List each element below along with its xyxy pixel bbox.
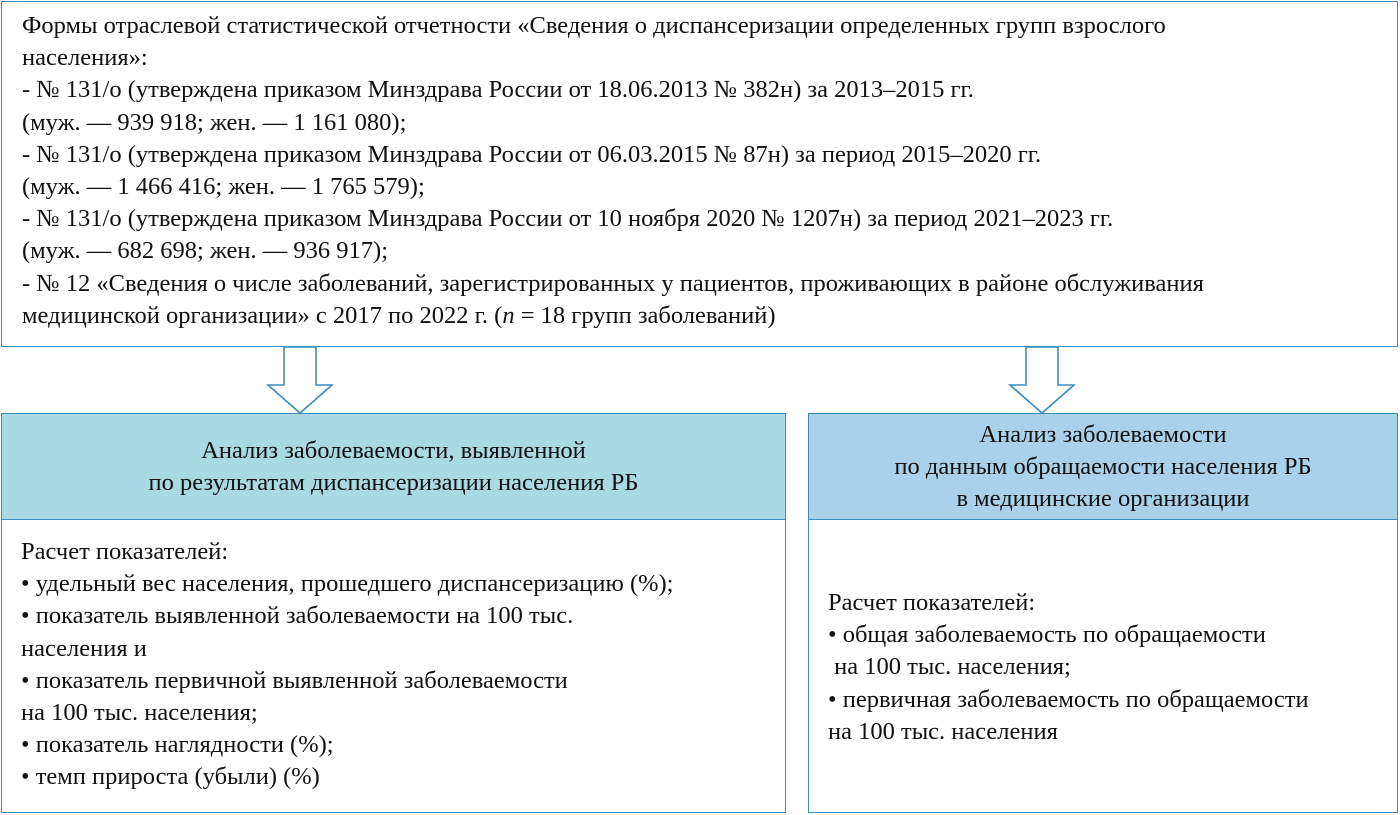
indicator-line: • общая заболеваемость по обращаемости — [828, 621, 1266, 649]
heading-line: Анализ заболеваемости — [979, 420, 1227, 448]
sources-line: населения»: — [22, 44, 148, 72]
indicator-line: • удельный вес населения, прошедшего диспансеризацию (%); — [21, 570, 674, 598]
indicator-line: • первичная заболеваемость по обращаемости — [828, 685, 1309, 713]
indicator-line: • показатель наглядности (%); — [21, 731, 334, 759]
sources-line-text: = 18 групп заболеваний) — [514, 301, 776, 329]
heading-line: по данным обращаемости населения РБ — [894, 452, 1312, 480]
indicator-line: Расчет показателей: — [828, 589, 1036, 616]
dispensary-analysis-heading — [1, 413, 786, 520]
indicator-line: • показатель первичной выявленной заболеваемости — [21, 666, 568, 694]
sources-line: - № 131/о (утверждена приказом Минздрава России от 18.06.2013 № 382н) за 2013–2015 гг. — [22, 76, 974, 104]
indicator-line: • показатель выявленной заболеваемости на 100 тыс. — [21, 602, 574, 630]
sources-line: (муж. — 682 698; жен. — 936 917); — [22, 237, 389, 265]
down-arrow-icon — [264, 347, 336, 415]
sources-line: (муж. — 1 466 416; жен. — 1 765 579); — [22, 173, 425, 201]
indicator-line: Расчет показателей: — [21, 538, 229, 565]
down-arrow-icon — [1006, 347, 1078, 415]
indicator-line: на 100 тыс. населения; — [21, 699, 258, 727]
heading-line: по результатам диспансеризации населения РБ — [148, 468, 639, 496]
sources-line: Формы отраслевой статистической отчетности «Сведения о диспансеризации определенных групп взрослого — [22, 12, 1166, 39]
sources-line: - № 12 «Сведения о числе заболеваний, зарегистрированных у пациентов, проживающих в районе обслуживания — [22, 269, 1204, 297]
sources-line: (муж. — 939 918; жен. — 1 161 080); — [22, 108, 407, 136]
indicator-line: на 100 тыс. населения; — [828, 653, 1071, 681]
sample-size-symbol: n — [502, 301, 515, 329]
appeal-analysis-heading — [808, 413, 1398, 520]
sources-line-last — [22, 300, 1387, 332]
data-sources-box — [1, 1, 1398, 347]
indicator-line: населения и — [21, 634, 147, 662]
sources-line: - № 131/о (утверждена приказом Минздрава России от 06.03.2015 № 87н) за период 2015–2020 гг. — [22, 140, 1042, 168]
appeal-indicators-box — [808, 520, 1398, 813]
sources-line: - № 131/о (утверждена приказом Минздрава России от 10 ноября 2020 № 1207н) за период 2021–2023 гг. — [22, 205, 1114, 233]
indicator-line: • темп прироста (убыли) (%) — [21, 763, 320, 791]
dispensary-indicators-box — [1, 520, 786, 813]
heading-line: в медицинские организации — [956, 484, 1250, 512]
indicator-line: на 100 тыс. населения — [828, 717, 1058, 745]
heading-line: Анализ заболеваемости, выявленной — [201, 436, 586, 464]
sources-line-text: медицинской организации» с 2017 по 2022 г. ( — [22, 301, 503, 329]
